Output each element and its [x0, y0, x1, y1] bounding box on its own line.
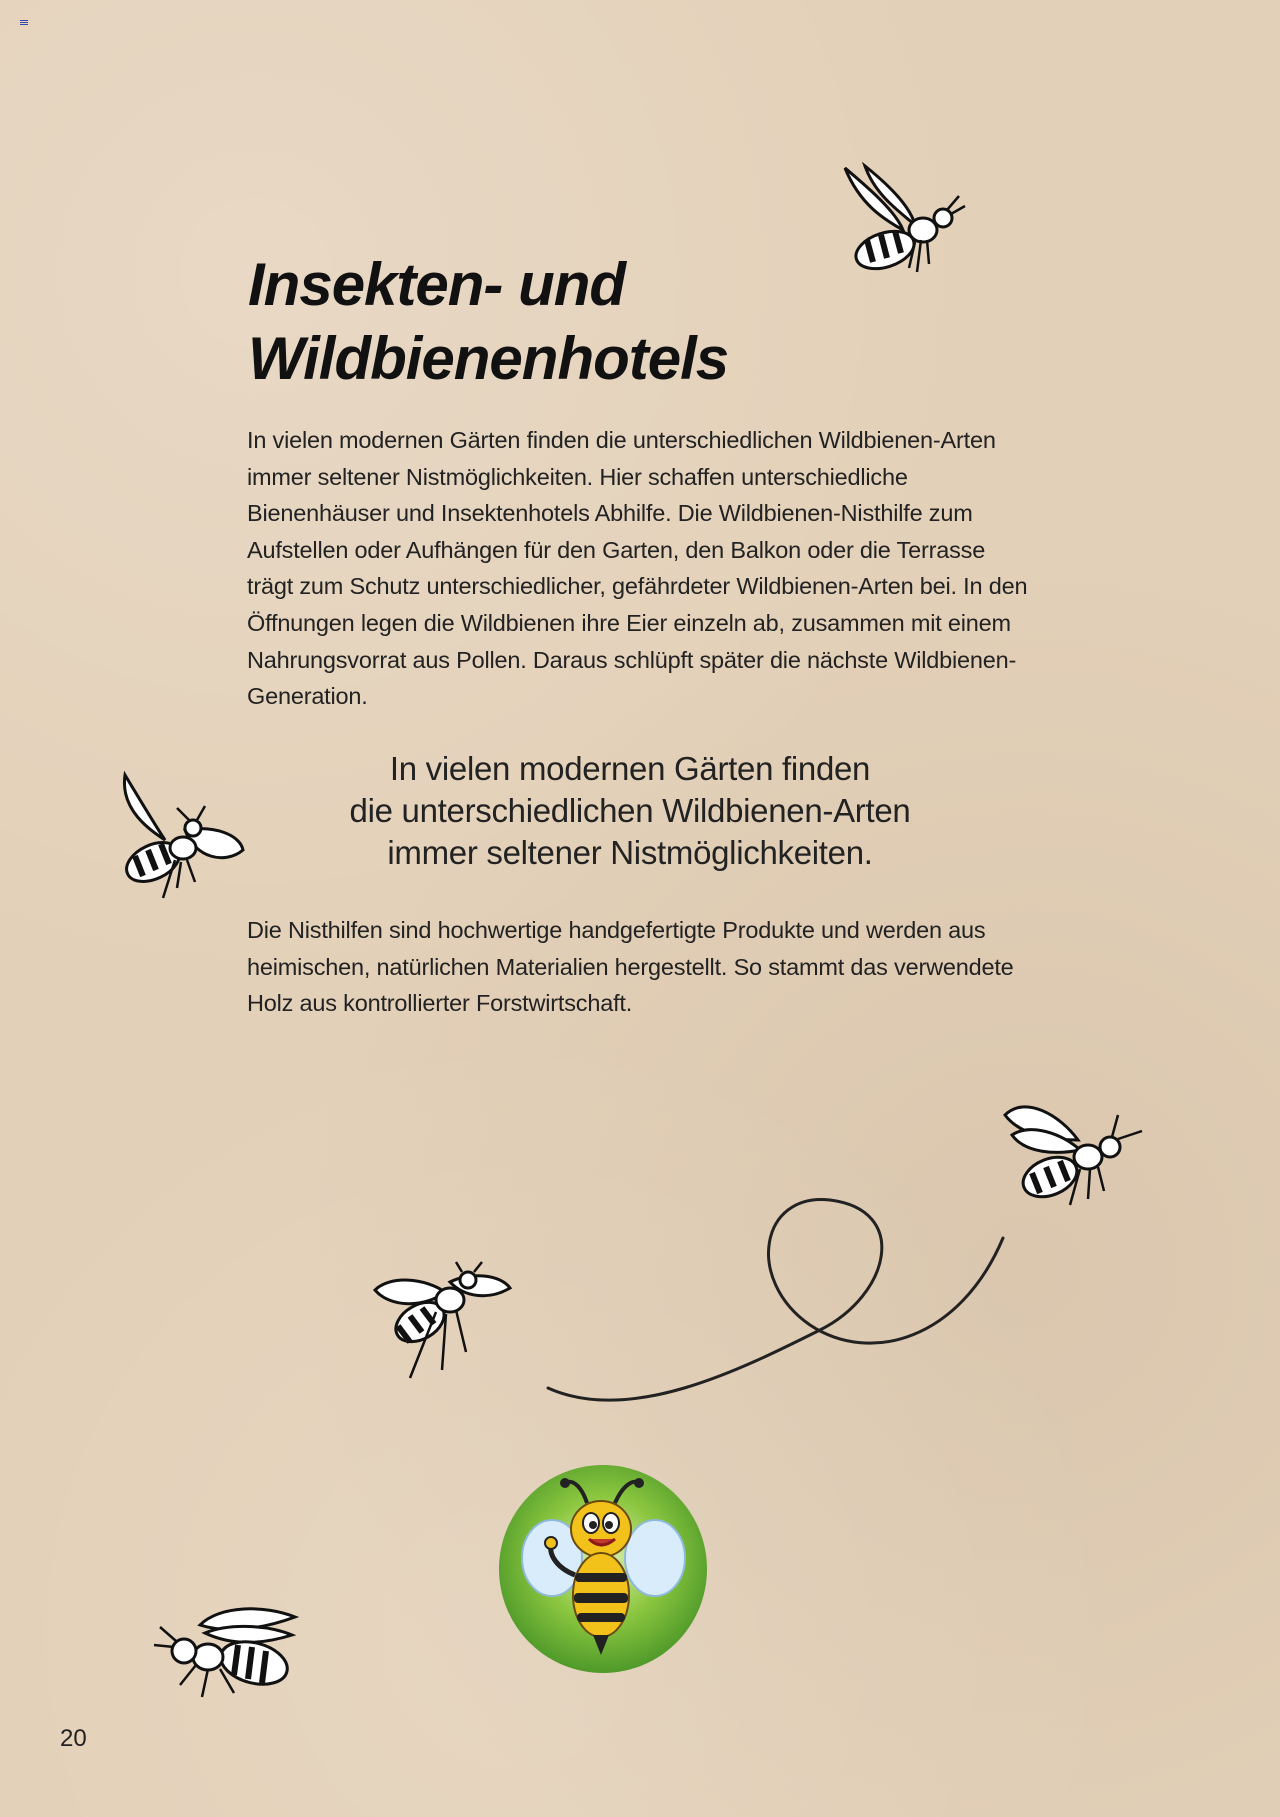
pull-quote-line-1: In vielen modernen Gärten finden	[389, 750, 871, 787]
bee-icon	[1000, 1095, 1145, 1215]
title-line-2: Wildbienenhotels	[248, 325, 729, 392]
corner-mark	[20, 20, 28, 26]
materials-paragraph: Die Nisthilfen sind hochwertige handgefertigte Produkte und werden aus heimischen, natürlichen Materialien hergestellt. So stammt das verwendete Holz aus kontrollierter Forstwirtschaft.	[247, 917, 1014, 1017]
pull-quote-line-2: die unterschiedlichen Wildbienen-Arten	[349, 792, 911, 829]
flight-path-line	[540, 1180, 1010, 1410]
bee-icon	[150, 1605, 300, 1705]
bee-icon	[115, 770, 250, 905]
bee-icon	[370, 1260, 515, 1385]
page-number: 20	[60, 1725, 87, 1752]
pull-quote-line-3: immer seltener Nistmöglichkeiten.	[387, 834, 873, 871]
title-line-1: Insekten- und	[248, 251, 626, 318]
intro-paragraph: In vielen modernen Gärten finden die unterschiedlichen Wildbienen-Arten immer seltener Nistmöglichkeiten. Hier schaffen unterschiedliche Bienenhäuser und Insektenhotels Abhilfe. Die Wildbienen-Nisthilfe zum Aufstellen oder Aufhängen für den Garten, den Balkon oder die Terrasse trägt zum Schutz unterschiedlicher, gefährdeter Wildbienen-Arten bei. In den Öffnungen legen die Wildbienen ihre Eier einzeln ab, zusammen mit einem Nahrungsvorrat aus Pollen. Daraus schlüpft später die nächste Wildbienen-Generation.	[247, 427, 1028, 710]
bee-icon	[835, 160, 970, 285]
pull-quote	[300, 748, 960, 874]
bee-mascot-badge	[497, 1463, 709, 1675]
